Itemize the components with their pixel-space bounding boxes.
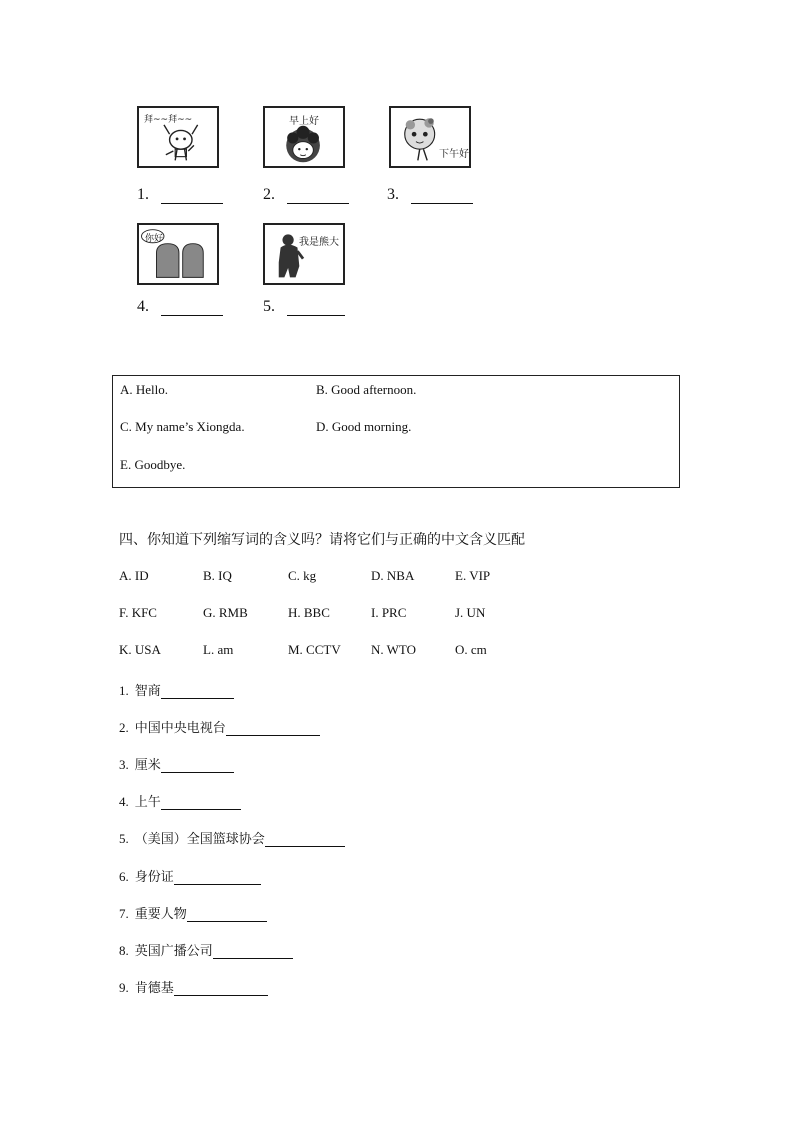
option-a: A. Hello. xyxy=(120,382,169,397)
question-8-number: 8. xyxy=(119,943,129,958)
abbr-m: M. CCTV xyxy=(288,642,341,657)
picture-4-caption: 你好 xyxy=(145,234,164,244)
picture-1 xyxy=(137,106,219,168)
question-9-blank[interactable] xyxy=(174,983,268,996)
question-7 xyxy=(119,903,267,922)
answer-3-number: 3. xyxy=(387,186,399,203)
question-2-blank[interactable] xyxy=(226,723,320,736)
abbr-o: O. cm xyxy=(455,642,487,657)
picture-3-caption: 下午好 xyxy=(439,149,469,160)
answer-1-blank[interactable] xyxy=(161,189,223,204)
abbr-b: B. IQ xyxy=(203,568,232,583)
abbr-l: L. am xyxy=(203,642,234,657)
answer-4[interactable] xyxy=(137,298,223,316)
picture-1-caption: 拜~~拜~~ xyxy=(144,115,193,125)
question-8-blank[interactable] xyxy=(213,946,293,959)
question-3 xyxy=(119,754,234,773)
question-2 xyxy=(119,717,320,736)
question-5-blank[interactable] xyxy=(265,834,345,847)
question-8-text: 英国广播公司 xyxy=(134,944,213,959)
question-6 xyxy=(119,866,261,885)
question-4-blank[interactable] xyxy=(161,797,241,810)
abbr-g: G. RMB xyxy=(203,605,248,620)
question-8 xyxy=(119,940,293,959)
question-6-text: 身份证 xyxy=(134,870,174,885)
picture-5 xyxy=(263,223,345,285)
question-9 xyxy=(119,977,268,996)
question-3-number: 3. xyxy=(119,757,129,772)
question-5-text: （美国）全国篮球协会 xyxy=(134,832,265,847)
abbr-f: F. KFC xyxy=(119,605,157,620)
picture-3 xyxy=(389,106,471,168)
question-2-text: 中国中央电视台 xyxy=(134,721,226,736)
question-2-number: 2. xyxy=(119,720,129,735)
question-5-number: 5. xyxy=(119,831,129,846)
abbr-j: J. UN xyxy=(455,605,486,620)
question-3-blank[interactable] xyxy=(161,760,234,773)
answer-5-number: 5. xyxy=(263,298,275,315)
answer-4-number: 4. xyxy=(137,298,149,315)
picture-2-caption: 早上好 xyxy=(289,116,319,127)
question-6-number: 6. xyxy=(119,869,129,884)
question-9-number: 9. xyxy=(119,980,129,995)
answer-4-blank[interactable] xyxy=(161,301,223,316)
picture-5-caption: 我是熊大 xyxy=(299,237,339,248)
question-4-text: 上午 xyxy=(134,795,161,810)
question-1-number: 1. xyxy=(119,683,129,698)
question-1-text: 智商 xyxy=(134,684,161,699)
options-box xyxy=(112,375,680,488)
question-4-number: 4. xyxy=(119,794,129,809)
answer-3[interactable] xyxy=(387,186,473,204)
option-c: C. My name’s Xiongda. xyxy=(120,419,245,434)
answer-2-blank[interactable] xyxy=(287,189,349,204)
option-b: B. Good afternoon. xyxy=(316,382,417,397)
abbr-h: H. BBC xyxy=(288,605,330,620)
abbr-d: D. NBA xyxy=(371,568,415,583)
option-d: D. Good morning. xyxy=(316,419,412,434)
answer-2[interactable] xyxy=(263,186,349,204)
question-1 xyxy=(119,680,234,699)
question-6-blank[interactable] xyxy=(174,872,261,885)
answer-2-number: 2. xyxy=(263,186,275,203)
section-four-title: 四、你知道下列缩写词的含义吗？请将它们与正确的中文含义匹配 xyxy=(119,532,525,548)
option-e: E. Goodbye. xyxy=(120,457,186,472)
answer-5-blank[interactable] xyxy=(287,301,345,316)
answer-1-number: 1. xyxy=(137,186,149,203)
picture-4 xyxy=(137,223,219,285)
question-7-text: 重要人物 xyxy=(134,907,187,922)
answer-1[interactable] xyxy=(137,186,223,204)
question-7-blank[interactable] xyxy=(187,909,267,922)
picture-2 xyxy=(263,106,345,168)
abbr-k: K. USA xyxy=(119,642,161,657)
question-9-text: 肯德基 xyxy=(134,981,174,996)
answer-3-blank[interactable] xyxy=(411,189,473,204)
question-5 xyxy=(119,828,345,847)
abbr-i: I. PRC xyxy=(371,605,407,620)
question-7-number: 7. xyxy=(119,906,129,921)
abbr-e: E. VIP xyxy=(455,568,491,583)
abbr-c: C. kg xyxy=(288,568,317,583)
question-3-text: 厘米 xyxy=(134,758,161,773)
answer-5[interactable] xyxy=(263,298,345,316)
question-1-blank[interactable] xyxy=(161,686,234,699)
abbr-a: A. ID xyxy=(119,568,149,583)
question-4 xyxy=(119,791,241,810)
abbr-n: N. WTO xyxy=(371,642,417,657)
